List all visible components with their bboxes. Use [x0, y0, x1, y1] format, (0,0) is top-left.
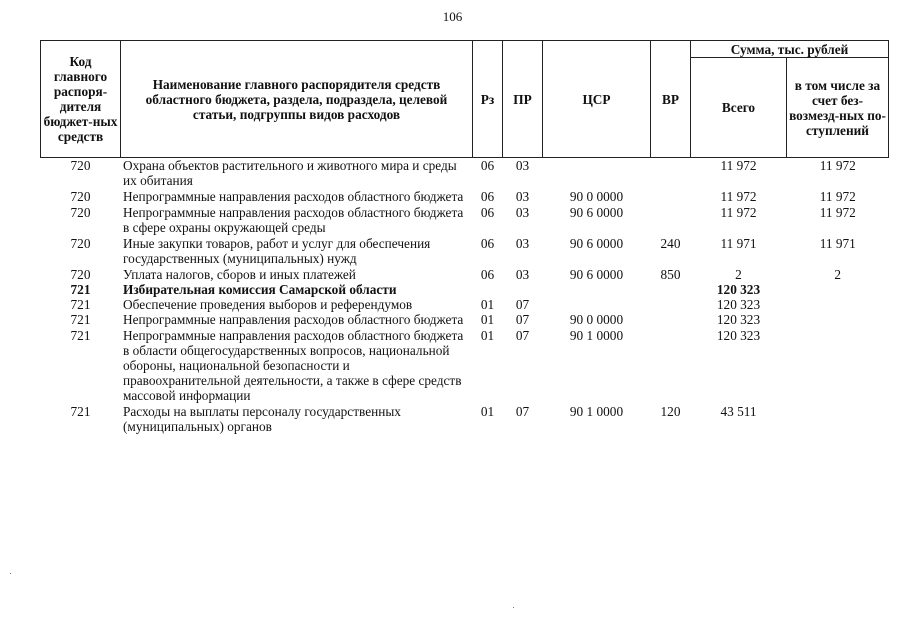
cell-pr: 07: [515, 328, 530, 343]
cell-code: 721: [70, 312, 91, 327]
cell-code: 720: [70, 158, 91, 173]
cell-vr: 850: [660, 267, 681, 282]
cell-csr: 90 6 0000: [569, 205, 624, 220]
cell-incl: 2: [834, 267, 842, 282]
cell-code: 721: [70, 297, 91, 312]
cell-total: 11 972: [720, 158, 757, 173]
table-header: [41, 41, 889, 158]
cell-total: 120 323: [716, 297, 761, 312]
cell-csr: 90 6 0000: [569, 267, 624, 282]
table-row: [41, 327, 889, 403]
budget-table: [40, 40, 889, 434]
cell-pr: 07: [515, 404, 530, 419]
header-csr: ЦСР: [543, 41, 651, 158]
header-incl: в том числе за счет без-возмезд-ных по-ступлений: [787, 58, 889, 158]
cell-code: 721: [70, 404, 91, 419]
header-name: Наименование главного распорядителя средств областного бюджета, раздела, подраздела, целевой статьи, подгруппы видов расходов: [121, 41, 473, 158]
cell-total: 11 971: [720, 236, 757, 251]
cell-incl: 11 972: [819, 158, 856, 173]
cell-name: Охрана объектов растительного и животного мира и среды их обитания: [123, 158, 457, 188]
cell-vr: [651, 297, 691, 312]
cell-pr: [503, 282, 543, 297]
cell-incl: 11 971: [819, 236, 856, 251]
cell-vr: [651, 312, 691, 327]
cell-total: 11 972: [720, 205, 757, 220]
cell-pr: 03: [515, 267, 530, 282]
table-row: [41, 282, 889, 297]
cell-code: 721: [70, 282, 91, 297]
cell-rz: 01: [480, 328, 495, 343]
cell-name: Уплата налогов, сборов и иных платежей: [123, 267, 356, 282]
cell-name: Непрограммные направления расходов областного бюджета: [123, 312, 464, 327]
cell-csr: [543, 282, 651, 297]
table-row: [41, 403, 889, 434]
cell-total: 2: [735, 267, 742, 282]
header-sum-group: Сумма, тыс. рублей: [691, 41, 889, 58]
cell-rz: 06: [480, 158, 495, 173]
cell-vr: [651, 204, 691, 235]
scan-speck: [10, 573, 11, 574]
cell-rz: [473, 282, 503, 297]
cell-code: 720: [70, 205, 91, 220]
cell-incl: [787, 297, 889, 312]
cell-rz: 01: [480, 312, 495, 327]
header-total: Всего: [691, 58, 787, 158]
cell-rz: 06: [480, 205, 495, 220]
cell-code: 720: [70, 189, 91, 204]
cell-incl: [787, 312, 889, 327]
table-body: [41, 158, 889, 435]
header-vr: ВР: [651, 41, 691, 158]
cell-csr: 90 6 0000: [569, 236, 624, 251]
cell-pr: 07: [515, 297, 530, 312]
header-pr: ПР: [503, 41, 543, 158]
header-rz: Рз: [473, 41, 503, 158]
cell-code: 721: [70, 328, 91, 343]
cell-total: 120 323: [716, 312, 761, 327]
cell-csr: 90 0 0000: [569, 312, 624, 327]
cell-pr: 03: [515, 205, 530, 220]
cell-incl: 11 972: [819, 205, 856, 220]
cell-pr: 03: [515, 158, 530, 173]
cell-vr: [651, 188, 691, 204]
cell-total: 43 511: [720, 404, 757, 419]
cell-total: 120 323: [716, 328, 761, 343]
cell-incl: 11 972: [819, 189, 856, 204]
cell-name: Обеспечение проведения выборов и референдумов: [123, 297, 413, 312]
cell-total: 120 323: [716, 282, 761, 297]
cell-vr: [651, 158, 691, 189]
table-row: [41, 312, 889, 327]
cell-rz: 01: [480, 297, 495, 312]
cell-name: Избирательная комиссия Самарской области: [123, 282, 397, 297]
cell-name: Непрограммные направления расходов областного бюджета в области общегосударственных вопросов, национальной обороны, национальной безопасности и правоохранительной деятельности, а также в сфере средств массовой информации: [123, 328, 464, 403]
cell-pr: 07: [515, 312, 530, 327]
table-row: [41, 297, 889, 312]
cell-csr: 90 0 0000: [569, 189, 624, 204]
page-number: 106: [442, 9, 463, 24]
cell-csr: [543, 158, 651, 189]
cell-name: Расходы на выплаты персоналу государственных (муниципальных) органов: [123, 404, 401, 434]
table-row: [41, 158, 889, 189]
cell-csr: 90 1 0000: [569, 404, 624, 419]
cell-pr: 03: [515, 189, 530, 204]
table-row: [41, 188, 889, 204]
cell-rz: 01: [480, 404, 495, 419]
cell-csr: 90 1 0000: [569, 328, 624, 343]
cell-name: Непрограммные направления расходов областного бюджета в сфере охраны окружающей среды: [123, 205, 464, 235]
cell-name: Непрограммные направления расходов областного бюджета: [123, 189, 464, 204]
header-code: Код главного распоря-дителя бюджет-ных средств: [41, 41, 121, 158]
table-row: [41, 204, 889, 235]
cell-name: Иные закупки товаров, работ и услуг для обеспечения государственных (муниципальных) нужд: [123, 236, 431, 266]
cell-total: 11 972: [720, 189, 757, 204]
cell-incl: [787, 403, 889, 434]
cell-vr: 240: [660, 236, 681, 251]
table-row: [41, 266, 889, 282]
cell-incl: [787, 327, 889, 403]
cell-rz: 06: [480, 236, 495, 251]
cell-vr: 120: [660, 404, 681, 419]
cell-csr: [543, 297, 651, 312]
cell-rz: 06: [480, 267, 495, 282]
cell-incl: [787, 282, 889, 297]
cell-rz: 06: [480, 189, 495, 204]
cell-pr: 03: [515, 236, 530, 251]
cell-code: 720: [70, 267, 91, 282]
cell-vr: [651, 282, 691, 297]
scan-speck: [513, 607, 514, 608]
cell-vr: [651, 327, 691, 403]
table-row: [41, 235, 889, 266]
cell-code: 720: [70, 236, 91, 251]
